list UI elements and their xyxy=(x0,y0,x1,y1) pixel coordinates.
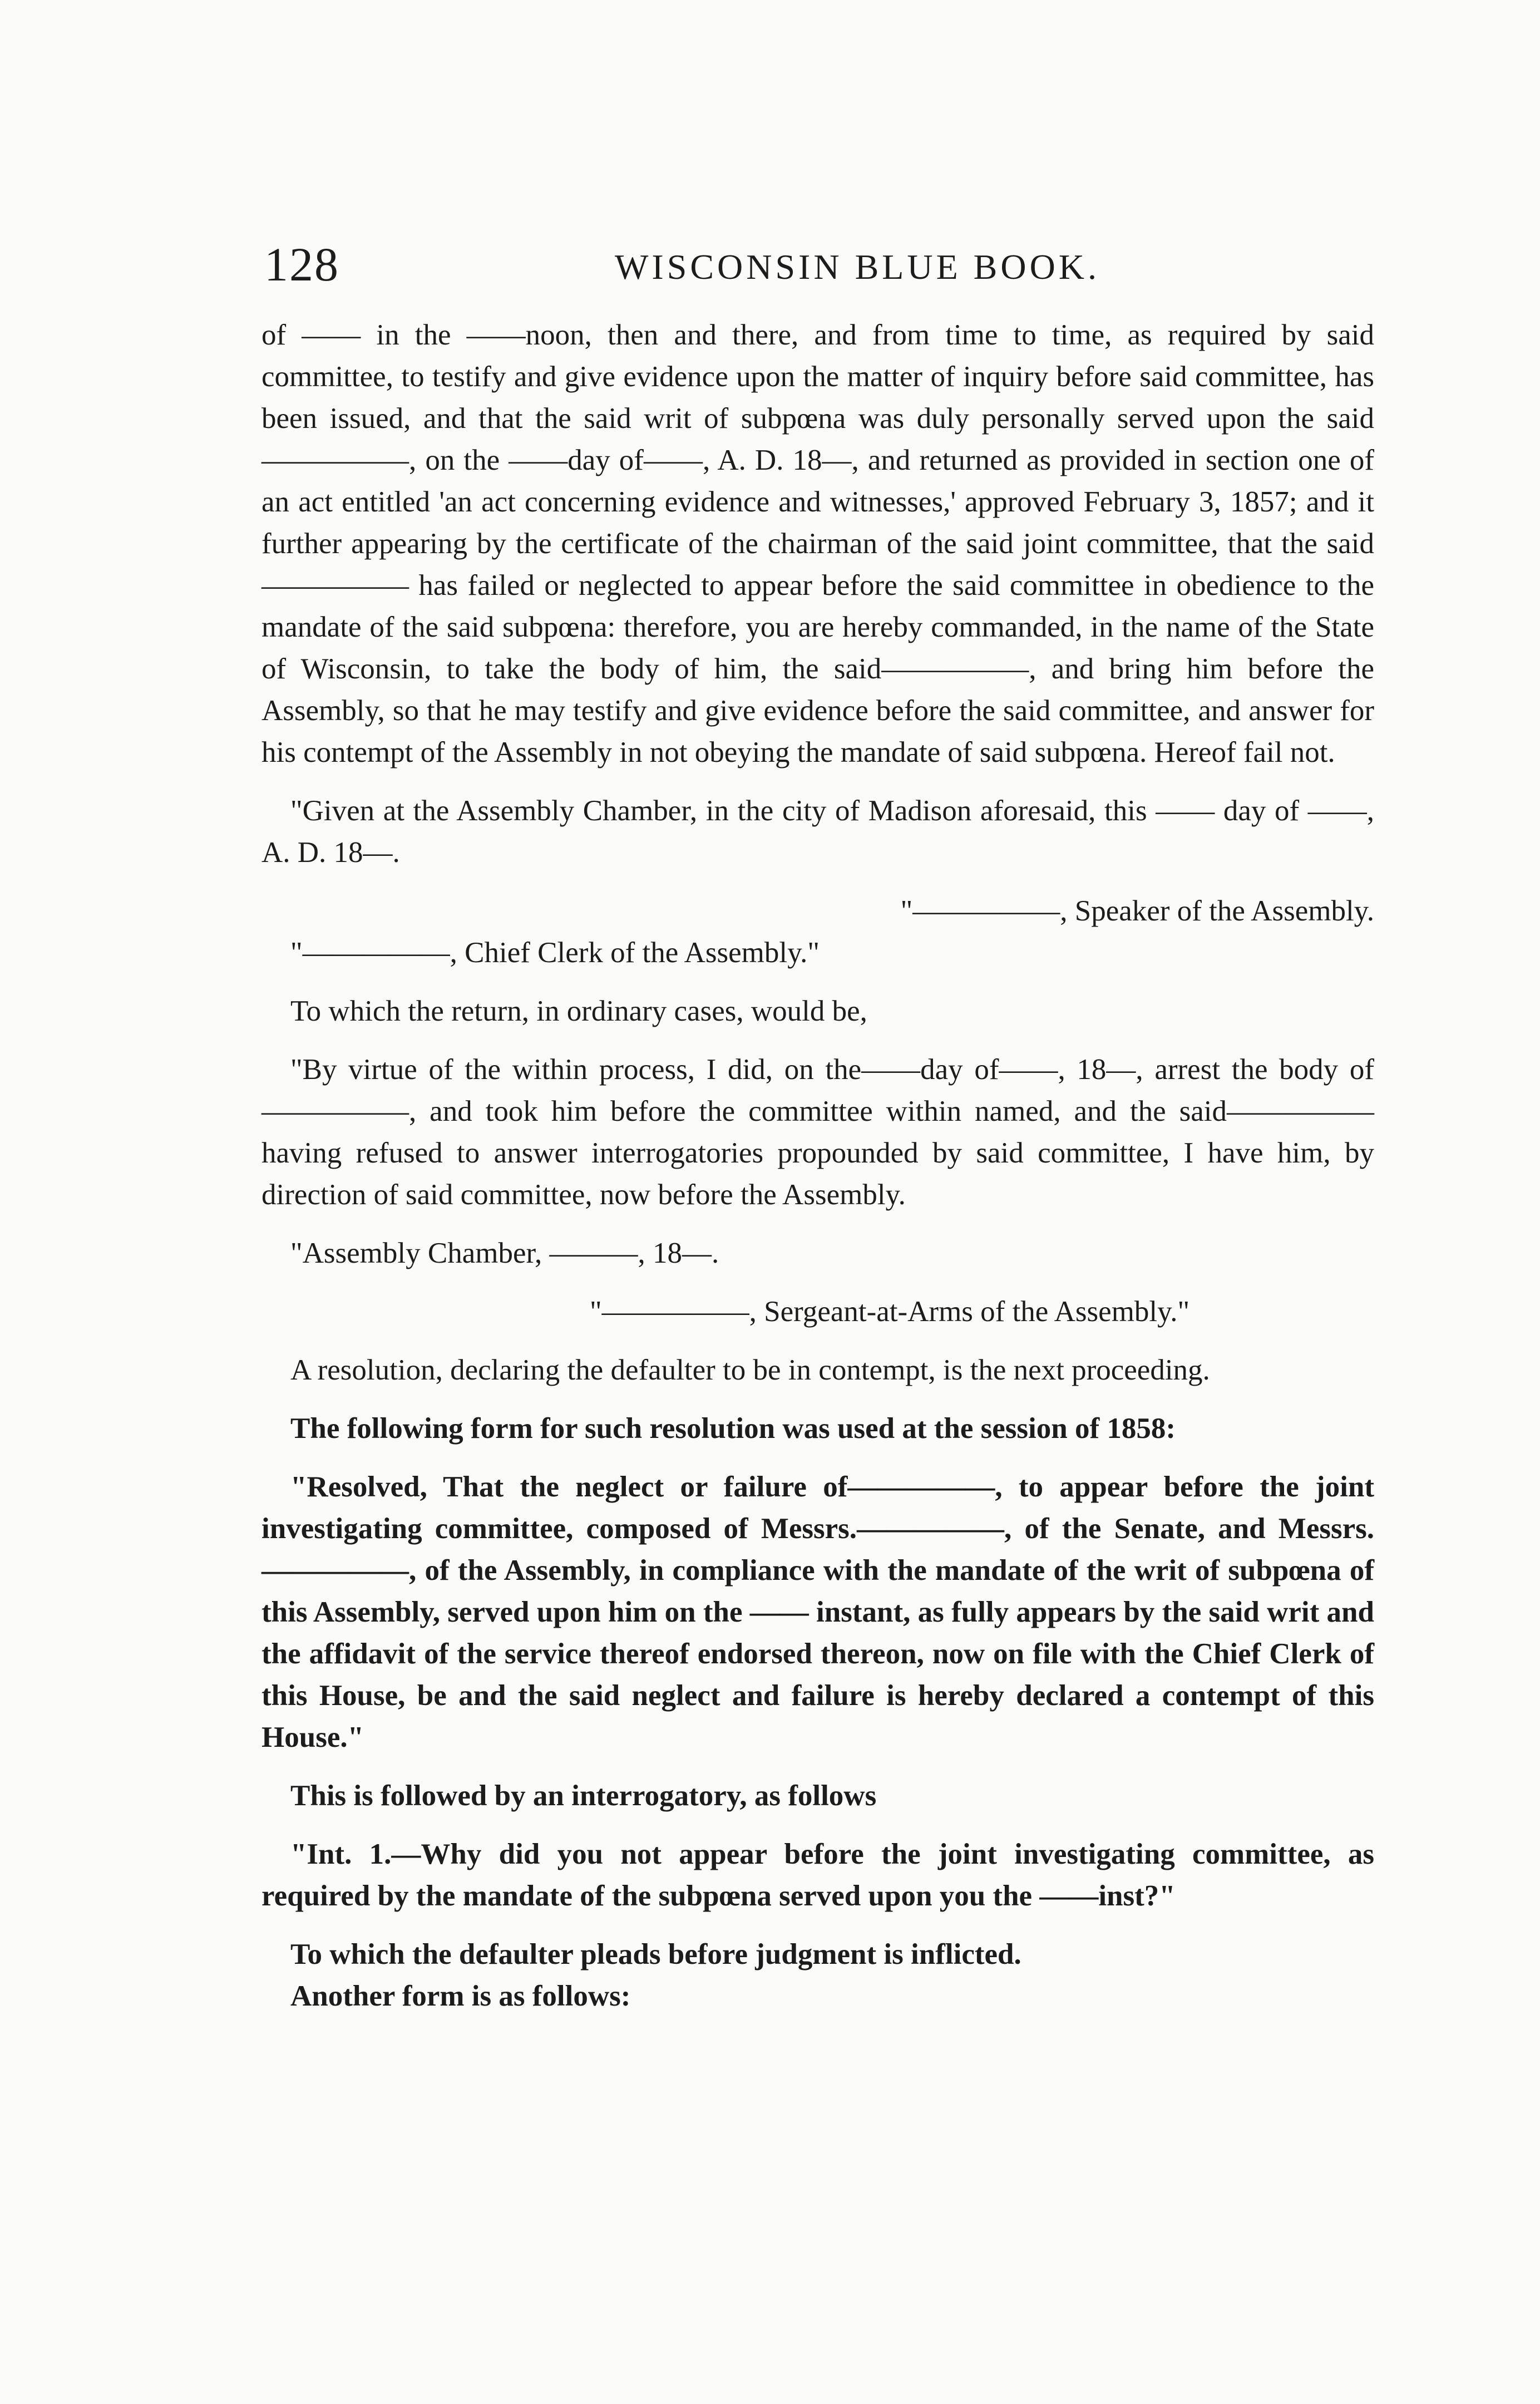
form-intro: The following form for such resolution was used at the session of 1858: xyxy=(290,1412,1176,1445)
page-body xyxy=(261,314,1374,2017)
writ-continuation: of —— in the ——noon, then and there, and from time to time, as required by said committee, to testify and give evidence upon the matter of inquiry before said committee, has been issued, and that the said writ of subpœna was duly personally served upon the said—————, on the ——day of——, A. D. 18—, and returned as provided in section one of an act entitled 'an act concerning evidence and witnesses,' approved February 3, 1857; and it further appearing by the certificate of the chairman of the said joint committee, that the said————— has failed or neglected to appear before the said committee in obedience to the mandate of the said subpœna: therefore, you are hereby commanded, in the name of the State of Wisconsin, to take the body of him, the said—————, and bring him before the Assembly, so that he may testify and give evidence before the said committee, and answer for his contempt of the Assembly in not obeying the mandate of said subpœna. Hereof fail not. xyxy=(261,319,1374,769)
page-header xyxy=(264,234,1377,295)
another-form-line: Another form is as follows: xyxy=(290,1980,631,2012)
running-head: WISCONSIN BLUE BOOK. xyxy=(615,247,1100,287)
sergeant-signature: "—————, Sergeant-at-Arms of the Assembly." xyxy=(590,1295,1190,1328)
chamber-date: "Assembly Chamber, ———, 18—. xyxy=(290,1237,719,1269)
return-text: "By virtue of the within process, I did, on the——day of——, 18—, arrest the body of—————, and took him before the committee within named, and the said————— having refused to answer interrogatories propounded by said committee, I have him, by direction of said committee, now before the Assembly. xyxy=(261,1053,1374,1211)
interrogatory-text: "Int. 1.—Why did you not appear before the joint investigating committee, as required by the mandate of the subpœna served upon you the ——inst?" xyxy=(261,1838,1374,1912)
resolved-text: "Resolved, That the neglect or failure of—————, to appear before the joint investigating committee, composed of Messrs.—————, of the Senate, and Messrs.—————, of the Assembly, in compliance with the mandate of the writ of subpœna of this Assembly, served upon him on the —— instant, as fully appears by the said writ and the affidavit of the service thereof endorsed thereon, now on file with the Chief Clerk of this House, be and the said neglect and failure is hereby declared a contempt of this House." xyxy=(261,1471,1374,1753)
given-at-paragraph: "Given at the Assembly Chamber, in the city of Madison aforesaid, this —— day of ——, A. D. 18—. xyxy=(261,795,1374,869)
interrogatory-intro: This is followed by an interrogatory, as follows xyxy=(290,1780,877,1812)
return-intro: To which the return, in ordinary cases, would be, xyxy=(290,995,867,1027)
speaker-signature: "—————, Speaker of the Assembly. xyxy=(900,895,1374,927)
plea-line: To which the defaulter pleads before judgment is inflicted. xyxy=(290,1938,1021,1971)
page-number: 128 xyxy=(264,238,339,291)
resolution-intro: A resolution, declaring the defaulter to be in contempt, is the next proceeding. xyxy=(290,1354,1210,1386)
clerk-signature: "—————, Chief Clerk of the Assembly." xyxy=(290,937,820,969)
